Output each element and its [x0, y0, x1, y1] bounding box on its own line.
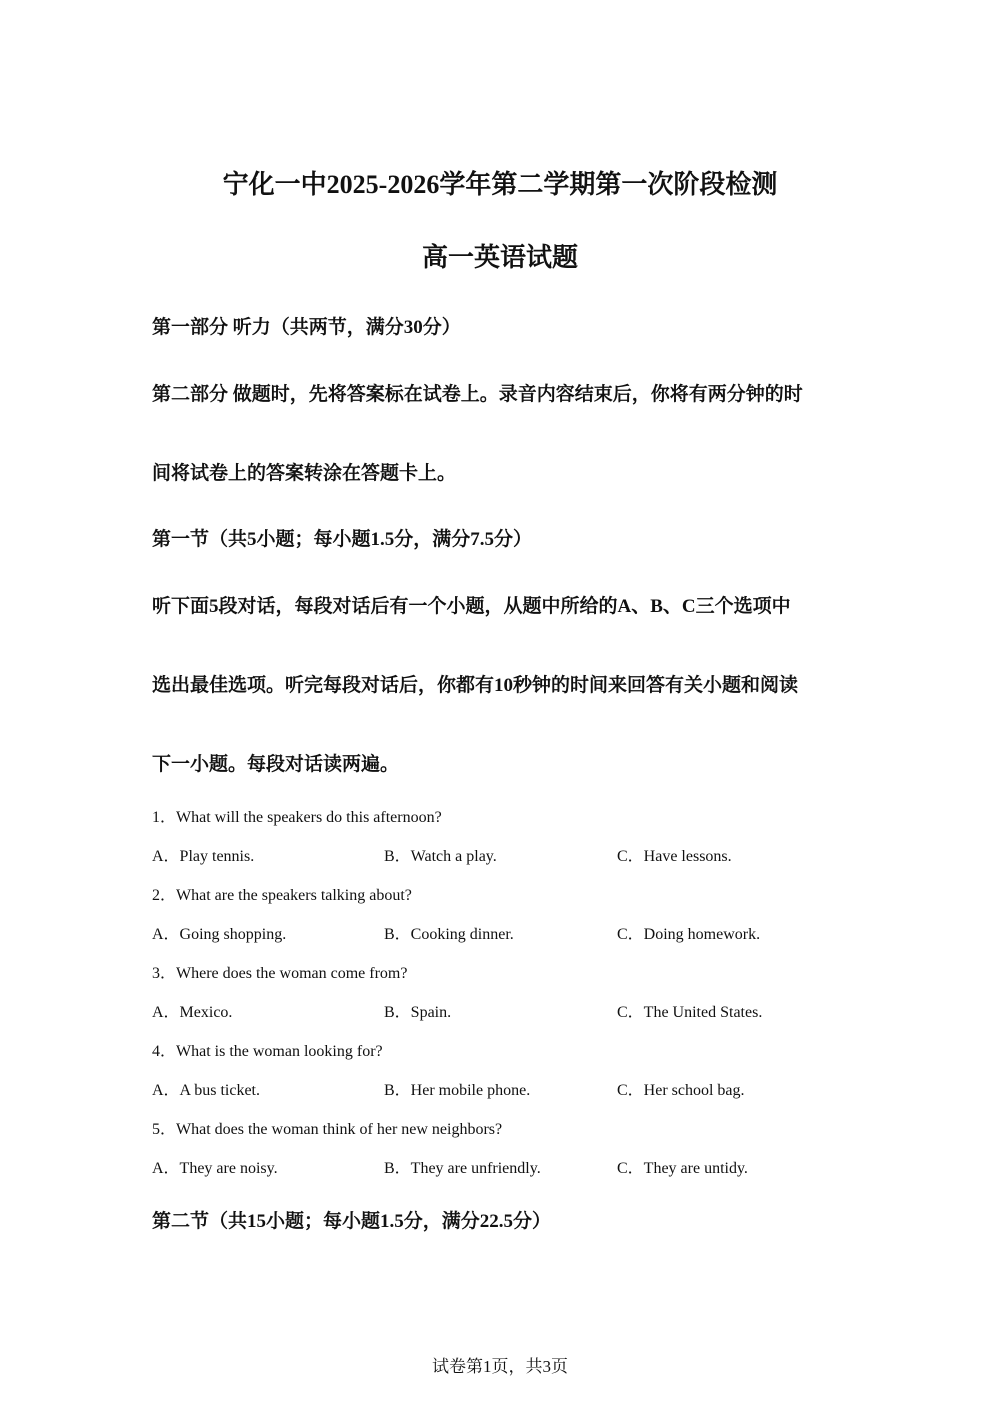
part1-heading: 第一部分 听力（共两节，满分30分） — [152, 317, 461, 338]
question-2-option-c: C．Doing homework. — [617, 926, 761, 943]
question-4-option-a: A．A bus ticket. — [152, 1082, 260, 1099]
question-3-option-a: A．Mexico. — [152, 1004, 233, 1021]
exam-title: 宁化一中2025-2026学年第二学期第一次阶段检测 — [222, 170, 778, 199]
question-1-option-b: B．Watch a play. — [384, 848, 497, 865]
exam-subtitle: 高一英语试题 — [421, 243, 578, 272]
section1-instruction-line2: 选出最佳选项。听完每段对话后，你都有10秒钟的时间来回答有关小题和阅读 — [152, 675, 799, 696]
page-footer: 试卷第1页，共3页 — [432, 1357, 568, 1376]
question-3-option-c: C．The United States. — [617, 1004, 763, 1021]
question-2-stem: 2．What are the speakers talking about? — [152, 887, 412, 904]
question-2-option-b: B．Cooking dinner. — [384, 926, 514, 943]
part1-note-line1: 第二部分 做题时，先将答案标在试卷上。录音内容结束后，你将有两分钟的时 — [152, 384, 803, 405]
question-1-option-a: A．Play tennis. — [152, 848, 255, 865]
question-4-stem: 4．What is the woman looking for? — [152, 1043, 383, 1060]
question-5-option-c: C．They are untidy. — [617, 1160, 748, 1177]
question-5-option-b: B．They are unfriendly. — [384, 1160, 541, 1177]
question-4-option-c: C．Her school bag. — [617, 1082, 745, 1099]
question-5-option-a: A．They are noisy. — [152, 1160, 278, 1177]
section1-instruction-line3: 下一小题。每段对话读两遍。 — [152, 754, 400, 775]
question-5-stem: 5．What does the woman think of her new neighbors? — [152, 1121, 503, 1138]
question-1-stem: 1．What will the speakers do this afternoon? — [152, 809, 442, 826]
section1-heading: 第一节（共5小题；每小题1.5分，满分7.5分） — [152, 529, 533, 550]
section2-heading: 第二节（共15小题；每小题1.5分，满分22.5分） — [152, 1211, 552, 1232]
question-3-option-b: B．Spain. — [384, 1004, 452, 1021]
question-1-option-c: C．Have lessons. — [617, 848, 732, 865]
section1-instruction-line1: 听下面5段对话，每段对话后有一个小题，从题中所给的A、B、C三个选项中 — [152, 596, 791, 617]
question-2-option-a: A．Going shopping. — [152, 926, 287, 943]
part1-note-line2: 间将试卷上的答案转涂在答题卡上。 — [152, 463, 457, 484]
question-3-stem: 3．Where does the woman come from? — [152, 965, 408, 982]
question-4-option-b: B．Her mobile phone. — [384, 1082, 531, 1099]
